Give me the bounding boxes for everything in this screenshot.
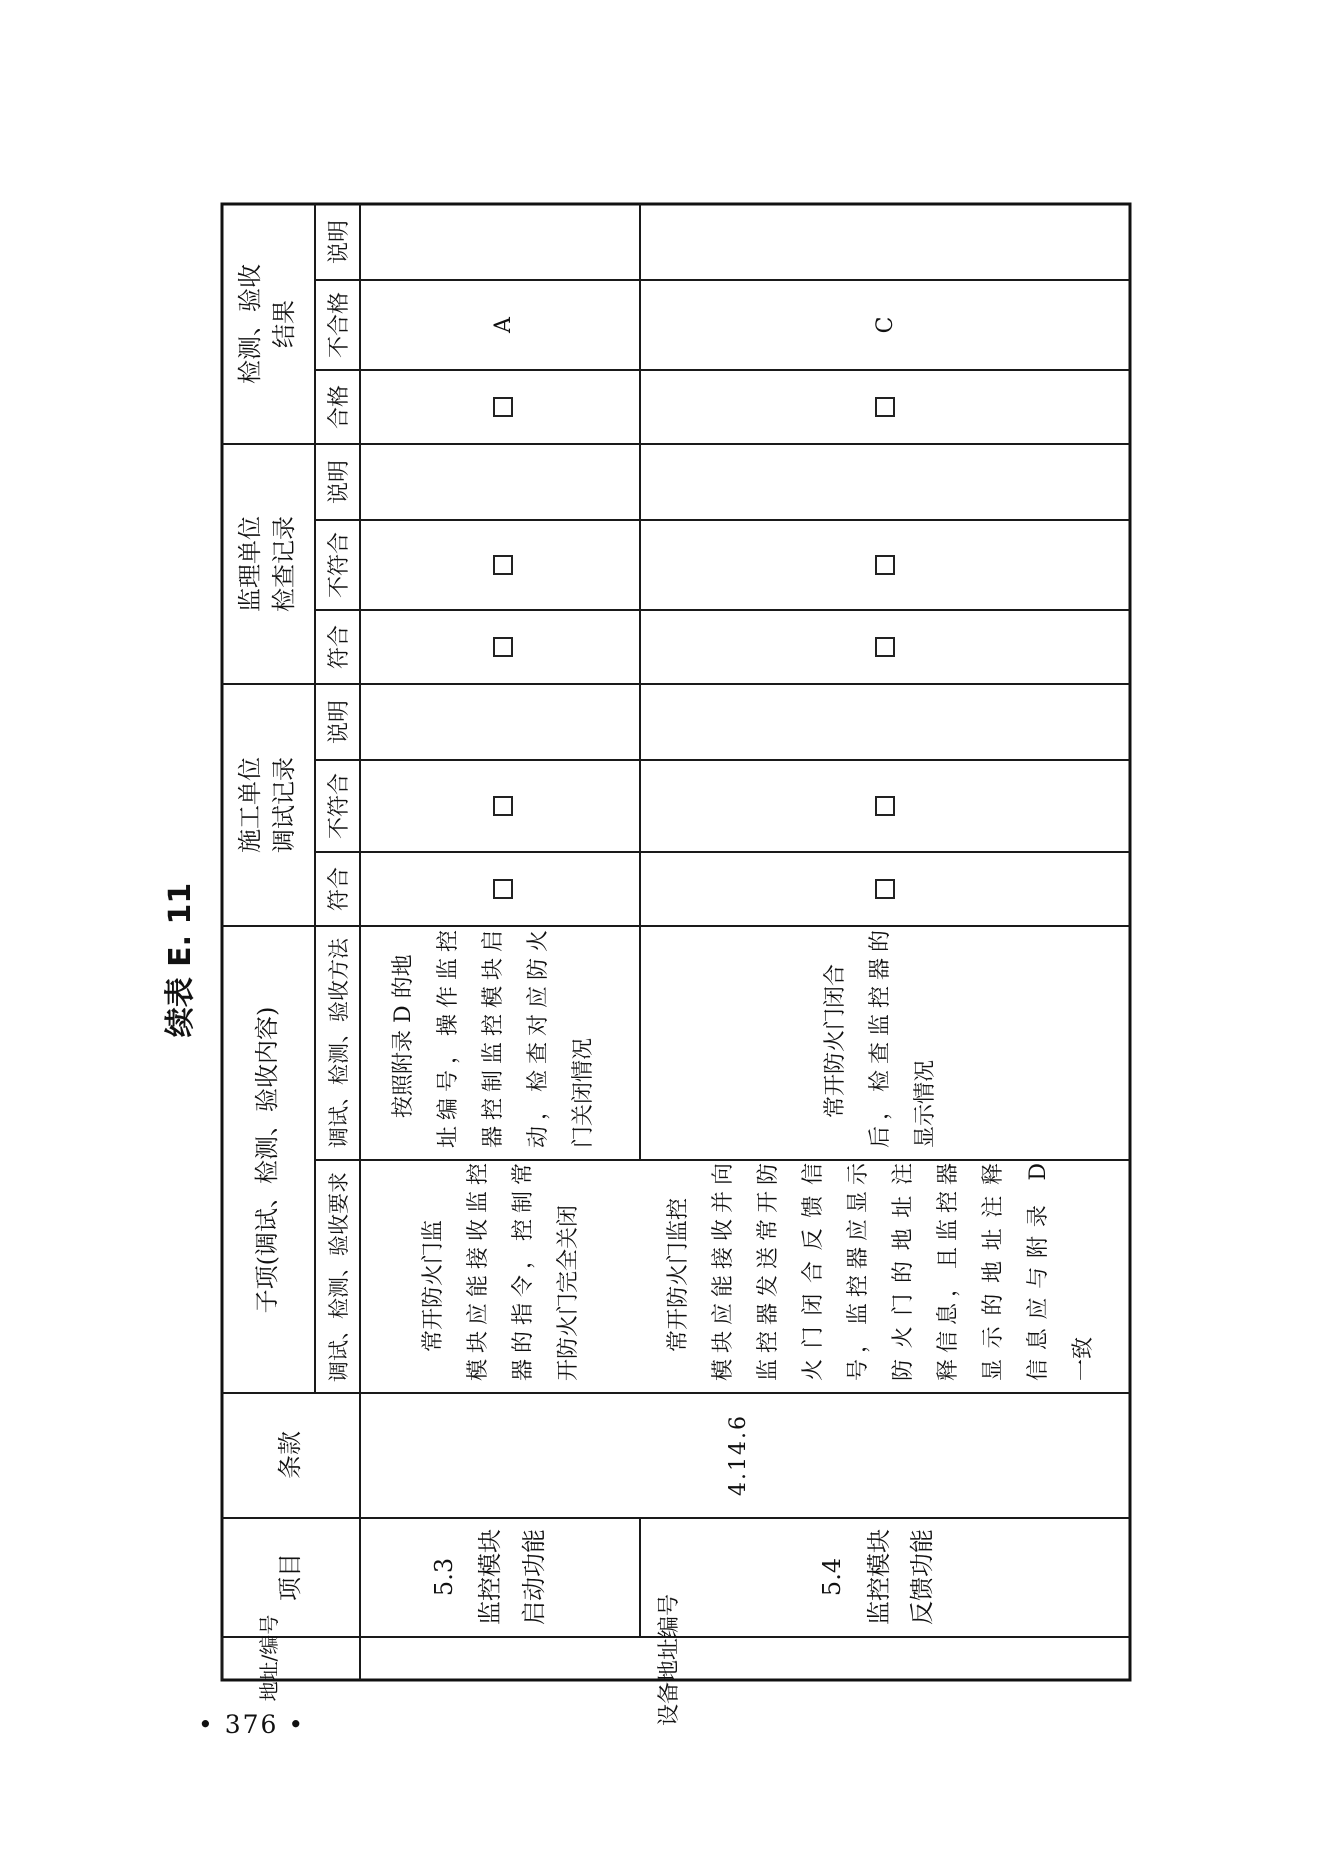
- header-acceptance-line1: 检测、验收: [236, 264, 264, 384]
- header-method: 调试、检测、验收方法: [327, 938, 351, 1148]
- row2-method-line1: 常开防火门闭合: [823, 963, 848, 1118]
- header-construction-line2: 调试记录: [270, 757, 298, 853]
- row2-item-number: 5.4: [818, 1557, 846, 1597]
- header-conform-2: 符合: [327, 624, 352, 670]
- row1-requirement-line3: 器的指令，控制常: [511, 1163, 536, 1381]
- row2-requirement-line9: 信息应与附录 D: [1026, 1163, 1051, 1381]
- header-requirement: 调试、检测、验收要求: [327, 1172, 351, 1382]
- row1-method-line5: 门关闭情况: [571, 1037, 596, 1148]
- header-nonconform-2: 不符合: [327, 531, 352, 599]
- row2-requirement-line1: 常开防火门监控: [666, 1197, 691, 1352]
- row2-method-line3: 显示情况: [913, 1059, 938, 1148]
- row2-requirement-line8: 显示的地址注释: [981, 1163, 1006, 1381]
- row2-result-mark: C: [873, 316, 898, 334]
- row1-construction-nonconform-checkbox[interactable]: [494, 797, 512, 815]
- header-remark-1: 说明: [327, 699, 352, 745]
- row1-construction-conform-checkbox[interactable]: [494, 880, 512, 898]
- row2-method-line2: 后，检查监控器的: [868, 930, 893, 1148]
- row1-item-name-line2: 启动功能: [520, 1529, 548, 1625]
- table-row: [391, 316, 596, 1625]
- header-nonconform-1: 不符合: [327, 772, 352, 840]
- row1-method-line4: 动，检查对应防火: [526, 930, 551, 1148]
- header-conform-1: 符合: [327, 866, 352, 912]
- header-acceptance-line2: 结果: [270, 300, 298, 348]
- row1-requirement-line4: 开防火门完全关闭: [556, 1204, 581, 1381]
- row2-requirement-line7: 释信息，且监控器: [936, 1163, 961, 1381]
- row2-requirement-line10: 一致: [1071, 1336, 1096, 1381]
- row2-construction-conform-checkbox[interactable]: [876, 880, 894, 898]
- device-address-code: 设备地址编号: [657, 1593, 682, 1727]
- row2-item-name-line2: 反馈功能: [908, 1529, 936, 1625]
- table-title: 续表 E. 11: [163, 882, 198, 1038]
- row2-construction-nonconform-checkbox[interactable]: [876, 797, 894, 815]
- header-remark-3: 说明: [327, 219, 352, 265]
- row1-method-line3: 器控制监控模块启: [481, 930, 506, 1148]
- table-grid: [222, 204, 1130, 1680]
- header-construction-line1: 施工单位: [236, 757, 264, 853]
- clause-number: 4.14.6: [726, 1414, 751, 1496]
- row1-requirement-line1: 常开防火门监: [421, 1219, 446, 1352]
- row2-requirement-line2: 模块应能接收并向: [711, 1163, 736, 1381]
- row2-qualified-checkbox[interactable]: [876, 398, 894, 416]
- row1-supervision-conform-checkbox[interactable]: [494, 638, 512, 656]
- row2-requirement-line4: 火门闭合反馈信: [801, 1163, 826, 1381]
- row2-requirement-line6: 防火门的地址注: [891, 1163, 916, 1381]
- row1-method-line2: 址编号，操作监控: [436, 930, 461, 1148]
- header-clause: 条款: [276, 1431, 304, 1479]
- row1-result-mark: A: [491, 317, 516, 333]
- row1-qualified-checkbox[interactable]: [494, 398, 512, 416]
- page-number: • 376 •: [198, 1710, 306, 1739]
- header-unqualified: 不合格: [327, 291, 352, 359]
- row1-item-name-line1: 监控模块: [476, 1529, 504, 1625]
- header-qualified: 合格: [327, 384, 352, 430]
- header-subitem-group: 子项(调试、检测、验收内容): [253, 1006, 281, 1314]
- table-header: [236, 220, 352, 1701]
- header-remark-2: 说明: [327, 459, 352, 505]
- row2-item-name-line1: 监控模块: [865, 1529, 893, 1625]
- header-item: 项目: [276, 1553, 304, 1601]
- row1-method-line1: 按照附录 D 的地: [391, 954, 416, 1118]
- row1-item-number: 5.3: [430, 1557, 458, 1597]
- row1-requirement-line2: 模块应能接收监控: [466, 1163, 491, 1381]
- header-supervision-line1: 监理单位: [236, 516, 264, 612]
- header-supervision-line2: 检查记录: [270, 516, 298, 612]
- row2-requirement-line5: 号，监控器应显示: [846, 1163, 871, 1381]
- header-address-code: 地址/编号: [257, 1614, 281, 1702]
- row2-supervision-nonconform-checkbox[interactable]: [876, 556, 894, 574]
- row1-supervision-nonconform-checkbox[interactable]: [494, 556, 512, 574]
- row2-requirement-line3: 监控器发送常开防: [756, 1163, 781, 1381]
- row2-supervision-conform-checkbox[interactable]: [876, 638, 894, 656]
